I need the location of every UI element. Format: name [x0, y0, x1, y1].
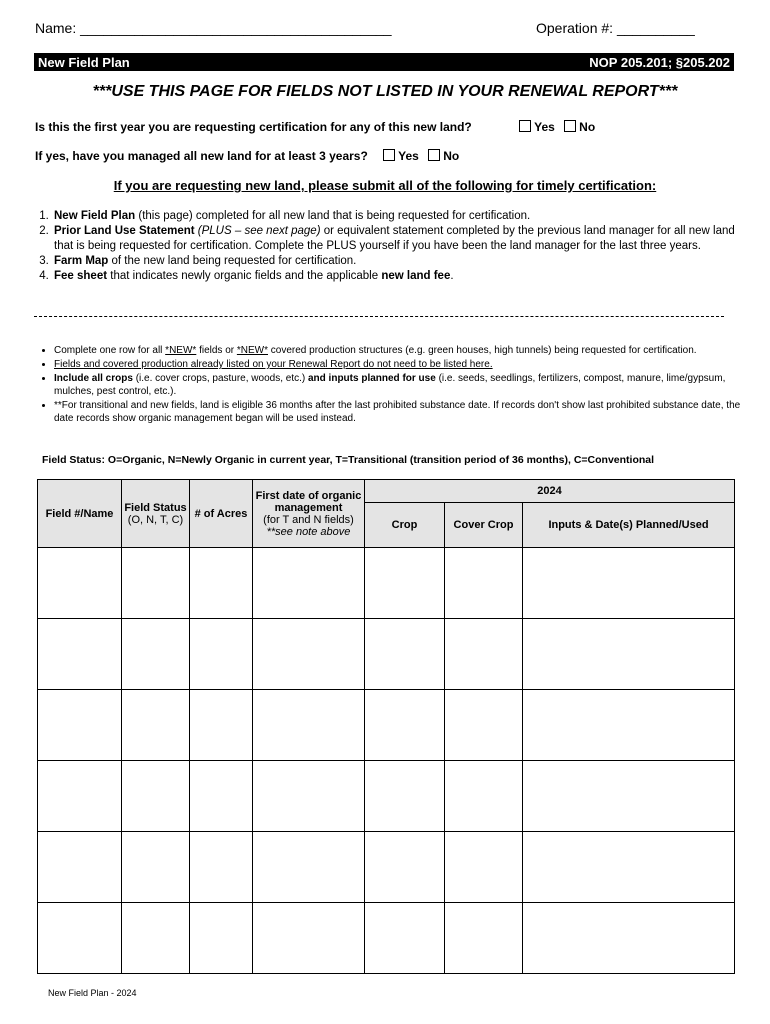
acres-cell[interactable]: [190, 619, 253, 690]
first-date-cell[interactable]: [253, 761, 365, 832]
inputs-cell[interactable]: [523, 690, 735, 761]
cover-crop-cell[interactable]: [445, 903, 523, 974]
col-header-crop: Crop: [365, 503, 445, 548]
field-status-legend: Field Status: O=Organic, N=Newly Organic in current year, T=Transitional (transition period of 36 months), C=Conventional: [42, 454, 655, 466]
form-banner: [34, 53, 734, 71]
requirement-item: 1. New Field Plan (this page) completed for all new land that is being requested for certification.: [52, 209, 752, 224]
field-name-cell[interactable]: [38, 903, 122, 974]
managed-no-label: No: [443, 149, 460, 163]
field-name-cell[interactable]: [38, 832, 122, 903]
requirements-list: [34, 209, 752, 284]
field-status-cell[interactable]: [122, 619, 190, 690]
first-date-cell[interactable]: [253, 619, 365, 690]
first-year-no-label: No: [579, 120, 596, 134]
field-status-cell[interactable]: [122, 832, 190, 903]
field-status-cell[interactable]: [122, 690, 190, 761]
crop-cell[interactable]: [365, 619, 445, 690]
new-fields-table: [37, 479, 735, 974]
acres-cell[interactable]: [190, 832, 253, 903]
table-row: [38, 903, 735, 974]
page-footer: New Field Plan - 2024: [48, 988, 137, 998]
table-row: [38, 761, 735, 832]
inputs-cell[interactable]: [523, 832, 735, 903]
managed-no-checkbox[interactable]: [428, 149, 440, 161]
acres-cell[interactable]: [190, 761, 253, 832]
requirement-item: 2. Prior Land Use Statement (PLUS – see next page) or equivalent statement completed by the previous land manager for all new land that is being requested for certification. Complete the PLUS yourself if you have been the land manager for the last three years.: [52, 224, 752, 254]
instruction-item: • Complete one row for all *NEW* fields or *NEW* covered production structures (e.g. green houses, high tunnels) being requested for certification.: [54, 344, 754, 357]
table-row: [38, 690, 735, 761]
acres-cell[interactable]: [190, 903, 253, 974]
question-first-year-text: Is this the first year you are requesting certification for any of this new land?: [35, 120, 472, 134]
field-status-cell[interactable]: [122, 903, 190, 974]
page-heading: ***USE THIS PAGE FOR FIELDS NOT LISTED IN YOUR RENEWAL REPORT***: [92, 83, 678, 100]
field-status-cell[interactable]: [122, 761, 190, 832]
inputs-cell[interactable]: [523, 903, 735, 974]
first-date-cell[interactable]: [253, 832, 365, 903]
col-header-first-date: First date of organic management (for T and N fields) **see note above: [253, 480, 365, 548]
acres-cell[interactable]: [190, 548, 253, 619]
col-header-inputs: Inputs & Date(s) Planned/Used: [523, 503, 735, 548]
instruction-item: • **For transitional and new fields, land is eligible 36 months after the last prohibited substance date. If records don't show last prohibited substance date, the date records show organic management began will be used instead.: [54, 399, 754, 425]
operation-number-label[interactable]: Operation #: __________: [536, 20, 695, 36]
inputs-cell[interactable]: [523, 548, 735, 619]
crop-cell[interactable]: [365, 548, 445, 619]
field-name-cell[interactable]: [38, 548, 122, 619]
field-name-cell[interactable]: [38, 619, 122, 690]
table-row: [38, 832, 735, 903]
first-date-cell[interactable]: [253, 548, 365, 619]
banner-title: New Field Plan: [38, 54, 130, 70]
requirement-item: 3. Farm Map of the new land being requested for certification.: [52, 254, 752, 269]
crop-cell[interactable]: [365, 832, 445, 903]
col-header-year: 2024: [365, 480, 735, 503]
requirement-item: 4. Fee sheet that indicates newly organic fields and the applicable new land fee.: [52, 269, 752, 284]
cover-crop-cell[interactable]: [445, 832, 523, 903]
inputs-cell[interactable]: [523, 761, 735, 832]
instruction-item: • Fields and covered production already listed on your Renewal Report do not need to be listed here.: [54, 358, 754, 371]
inputs-cell[interactable]: [523, 619, 735, 690]
cover-crop-cell[interactable]: [445, 761, 523, 832]
question-managed-3-years: [35, 149, 465, 163]
acres-cell[interactable]: [190, 690, 253, 761]
question-managed-3-years-text: If yes, have you managed all new land for at least 3 years?: [35, 149, 368, 163]
col-header-cover-crop: Cover Crop: [445, 503, 523, 548]
col-header-acres: # of Acres: [190, 480, 253, 548]
managed-yes-label: Yes: [398, 149, 419, 163]
crop-cell[interactable]: [365, 903, 445, 974]
col-header-field-name: Field #/Name: [38, 480, 122, 548]
managed-yes-checkbox[interactable]: [383, 149, 395, 161]
cover-crop-cell[interactable]: [445, 619, 523, 690]
first-date-cell[interactable]: [253, 903, 365, 974]
table-row: [38, 548, 735, 619]
field-name-cell[interactable]: [38, 761, 122, 832]
first-date-cell[interactable]: [253, 690, 365, 761]
submit-heading: If you are requesting new land, please submit all of the following for timely certification:: [113, 178, 657, 193]
first-year-no-checkbox[interactable]: [564, 120, 576, 132]
field-name-cell[interactable]: [38, 690, 122, 761]
first-year-yes-label: Yes: [534, 120, 555, 134]
field-status-cell[interactable]: [122, 548, 190, 619]
banner-regulation: NOP 205.201; §205.202: [589, 54, 730, 70]
crop-cell[interactable]: [365, 761, 445, 832]
table-row: [38, 619, 735, 690]
instructions-list: [34, 344, 754, 426]
cover-crop-cell[interactable]: [445, 548, 523, 619]
dashed-divider: [34, 316, 724, 317]
first-year-yes-checkbox[interactable]: [519, 120, 531, 132]
question-first-year: [35, 120, 601, 134]
crop-cell[interactable]: [365, 690, 445, 761]
cover-crop-cell[interactable]: [445, 690, 523, 761]
instruction-item: • Include all crops (i.e. cover crops, pasture, woods, etc.) and inputs planned for use (i.e. seeds, seedlings, fertilizers, compost, manure, lime/gypsum, mulches, pest control, etc.).: [54, 372, 754, 398]
col-header-field-status: Field Status (O, N, T, C): [122, 480, 190, 548]
name-field-label[interactable]: Name: ________________________________________: [35, 20, 392, 36]
